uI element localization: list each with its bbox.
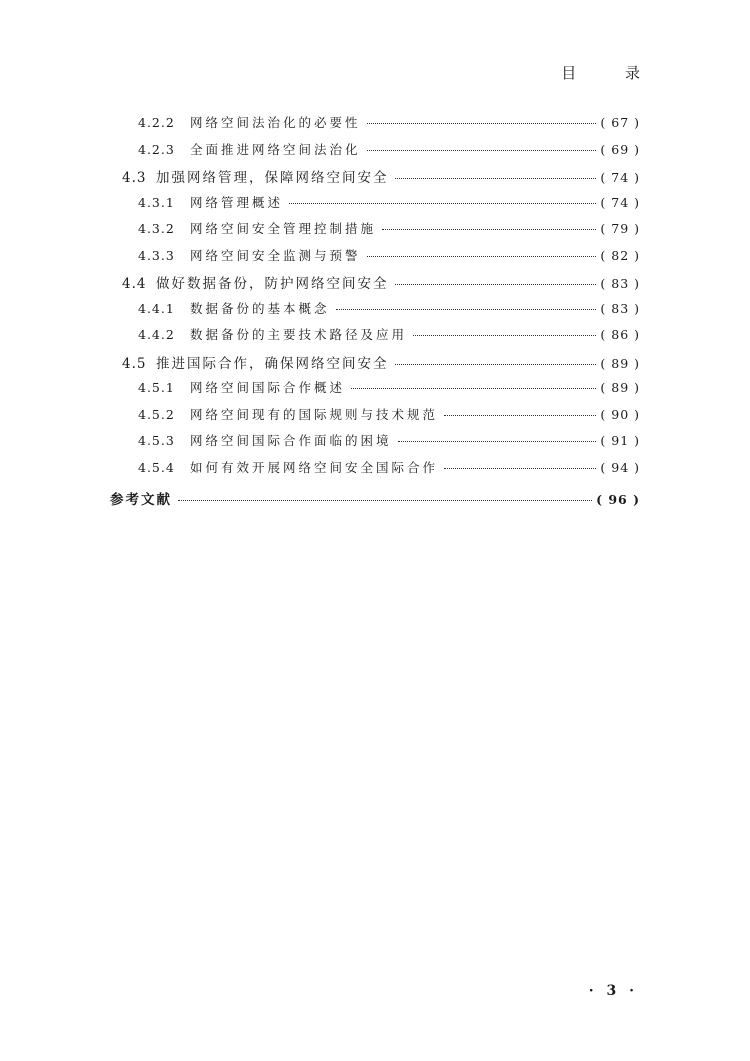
toc-entry[interactable] xyxy=(110,458,640,485)
toc-entry[interactable] xyxy=(110,272,640,299)
dot-leader xyxy=(336,309,597,310)
toc-entry-title: 如何有效开展网络空间安全国际合作 xyxy=(190,459,439,475)
dot-leader xyxy=(395,178,597,179)
toc-entry[interactable] xyxy=(110,113,640,140)
toc-entry-number: 4.5.3 xyxy=(138,433,175,448)
toc-entry-number: 4.2.2 xyxy=(138,115,175,130)
toc-entry-title: 数据备份的基本概念 xyxy=(190,300,330,316)
toc-entry-title: 网络管理概述 xyxy=(190,194,284,210)
dot-leader xyxy=(351,388,596,389)
toc-entry[interactable] xyxy=(110,193,640,220)
dot-leader xyxy=(395,284,597,285)
toc-entry-page: ( 89 ) xyxy=(600,355,640,371)
toc-entry-title: 网络空间安全监测与预警 xyxy=(190,247,361,263)
toc-entry-number: 4.4 xyxy=(122,276,147,292)
dot-leader xyxy=(444,415,596,416)
toc-entry[interactable] xyxy=(110,325,640,352)
toc-entry[interactable] xyxy=(110,352,640,379)
toc-entry-number: 4.5.2 xyxy=(138,406,175,422)
dot-leader xyxy=(367,123,597,124)
toc-entry-number: 4.5.1 xyxy=(138,380,175,395)
toc-entry-title: 网络空间国际合作概述 xyxy=(190,380,346,395)
toc-entry-title: 加强网络管理，保障网络空间安全 xyxy=(156,170,389,186)
table-of-contents xyxy=(110,113,640,515)
toc-entry-page: ( 79 ) xyxy=(600,221,640,236)
dot-leader xyxy=(444,468,596,469)
toc-entry[interactable] xyxy=(110,246,640,273)
toc-entry[interactable] xyxy=(110,405,640,432)
running-header: 目 录 xyxy=(561,64,662,82)
toc-entry[interactable] xyxy=(110,378,640,405)
toc-entry-page: ( 89 ) xyxy=(600,380,640,395)
toc-entry-title: 网络空间国际合作面临的困境 xyxy=(190,433,392,448)
toc-entry-page: ( 82 ) xyxy=(600,247,640,263)
toc-entry-number: 4.2.3 xyxy=(138,141,175,157)
toc-entry-page: ( 67 ) xyxy=(600,115,640,130)
toc-entry-number: 4.5 xyxy=(122,355,147,372)
toc-entry-page: ( 96 ) xyxy=(596,492,640,507)
toc-entry[interactable] xyxy=(110,488,640,515)
toc-entry-number: 4.3.3 xyxy=(138,247,175,263)
toc-entry-page: ( 69 ) xyxy=(600,141,640,157)
toc-entry[interactable] xyxy=(110,299,640,326)
toc-entry-number: 4.4.1 xyxy=(138,300,175,316)
toc-entry-page: ( 74 ) xyxy=(600,194,640,210)
dot-leader xyxy=(367,150,597,151)
toc-entry-title: 网络空间安全管理控制措施 xyxy=(190,221,377,236)
toc-entry-title: 推进国际合作，确保网络空间安全 xyxy=(156,355,389,372)
toc-entry-page: ( 83 ) xyxy=(600,276,640,291)
dot-leader xyxy=(289,203,596,204)
toc-entry-number: 4.5.4 xyxy=(138,459,175,475)
toc-entry-page: ( 83 ) xyxy=(600,300,640,316)
toc-entry-page: ( 94 ) xyxy=(600,459,640,475)
toc-entry-page: ( 91 ) xyxy=(600,433,640,448)
page-number: · 3 · xyxy=(588,983,638,999)
dot-leader xyxy=(382,229,596,230)
toc-entry[interactable] xyxy=(110,431,640,458)
dot-leader xyxy=(413,335,596,336)
toc-entry-title: 网络空间法治化的必要性 xyxy=(190,115,361,130)
toc-entry[interactable] xyxy=(110,219,640,246)
dot-leader xyxy=(398,441,597,442)
toc-entry-title: 数据备份的主要技术路径及应用 xyxy=(190,327,408,342)
dot-leader xyxy=(367,256,597,257)
toc-entry-page: ( 74 ) xyxy=(600,170,640,185)
toc-entry-page: ( 86 ) xyxy=(600,327,640,342)
toc-entry-number: 4.3.2 xyxy=(138,221,175,236)
dot-leader xyxy=(178,500,592,501)
toc-entry[interactable] xyxy=(110,166,640,193)
dot-leader xyxy=(395,364,597,365)
toc-entry-title: 全面推进网络空间法治化 xyxy=(190,141,361,157)
toc-entry[interactable] xyxy=(110,140,640,167)
toc-entry-title: 参考文献 xyxy=(110,492,172,508)
toc-entry-page: ( 90 ) xyxy=(600,406,640,422)
toc-entry-number: 4.4.2 xyxy=(138,327,175,342)
toc-entry-number: 4.3.1 xyxy=(138,194,175,210)
toc-entry-number: 4.3 xyxy=(122,170,147,186)
toc-entry-title: 做好数据备份，防护网络空间安全 xyxy=(156,276,389,292)
toc-entry-title: 网络空间现有的国际规则与技术规范 xyxy=(190,406,439,422)
